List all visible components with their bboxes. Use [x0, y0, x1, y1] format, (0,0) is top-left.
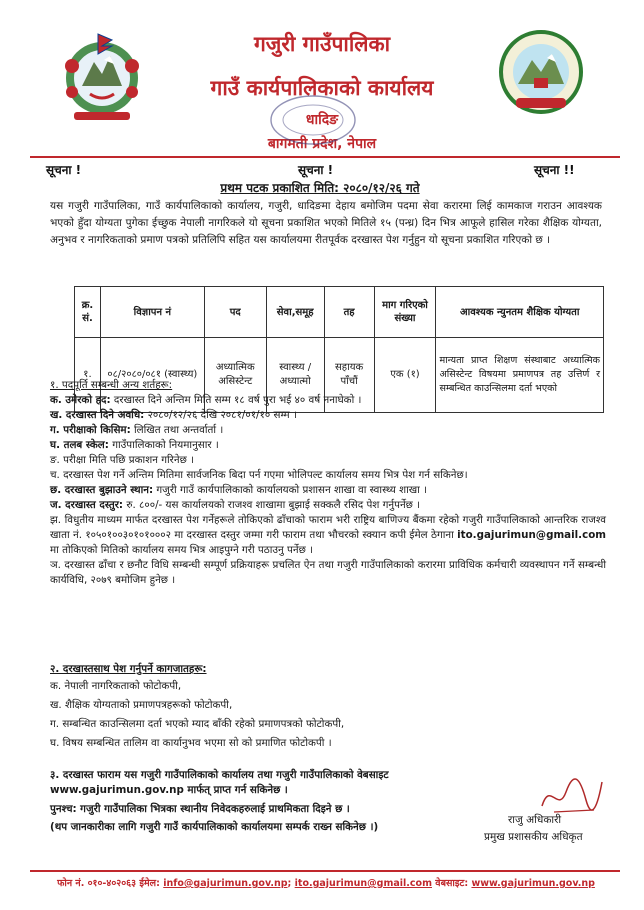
office-title: गाउँ कार्यपालिकाको कार्यालय: [210, 76, 434, 100]
municipality-title: गजुरी गाउँपालिका: [253, 32, 391, 56]
table-header-row: [75, 287, 604, 338]
footer-website[interactable]: www.gajurimun.gov.np: [471, 878, 595, 889]
conditions-heading: १. पदपूर्ति सम्बन्धी अन्य शर्तहरू:: [50, 379, 173, 391]
conditions-section: [50, 378, 606, 588]
col-header-ad-no: विज्ञापन नं: [100, 287, 204, 338]
condition-item: ख. दरखास्त दिने अवधि: २०८०/१२/२६ देखि २०८१/०१/१० सम्म ।: [50, 409, 297, 421]
postscript-note: पुनश्च: गजुरी गाउँपालिका भित्रका स्थानीय निवेदकहरुलाई प्राथमिकता दिइने छ ।: [50, 803, 350, 815]
header-divider: [30, 156, 620, 158]
nepal-emblem-icon: [60, 26, 144, 126]
cell-count: एक (१): [374, 338, 436, 413]
condition-item: च. दरखास्त पेश गर्ने अन्तिम मितिमा सार्वजनिक बिदा पर्न गएमा भोलिपल्ट कार्यालय समय भित्र पेश गर्न सकिनेछ।: [50, 469, 468, 481]
col-header-sn: क्र. सं.: [75, 287, 101, 338]
website-link[interactable]: www.gajurimun.gov.np: [50, 784, 184, 796]
documents-heading: २. दरखास्तसाथ पेश गर्नुपर्ने कागजातहरू:: [50, 663, 207, 675]
cell-sn: १.: [75, 338, 101, 413]
col-header-count: माग गरिएको संख्या: [374, 287, 436, 338]
col-header-level: तह: [324, 287, 374, 338]
notice-label-center: सूचना !: [298, 163, 334, 177]
signatory-name: राजु अधिकारी: [508, 814, 562, 826]
condition-item: क. उमेरको हद: दरखास्त दिने अन्तिम मिति सम्म १८ वर्ष पुरा भई ४० वर्ष ननाघेको ।: [50, 394, 362, 406]
document-item: ग. सम्बन्धित काउन्सिलमा दर्ता भएको म्याद बाँकी रहेको प्रमाणपत्रको फोटोकपी,: [50, 718, 345, 730]
published-date: प्रथम पटक प्रकाशित मिति: २०८०/१२/२६ गते: [220, 181, 420, 195]
footer-email-info[interactable]: info@gajurimun.gov.np: [163, 878, 288, 889]
footer-divider: [30, 870, 620, 872]
district-name: धादिङ: [305, 112, 339, 128]
footer-contact: फोन नं. ०१०-४०२०६३ ईमेल: info@gajurimun.gov.np; ito.gajurimun@gmail.com वेबसाइट: www.gajurimun.gov.np: [57, 878, 595, 889]
signatory-title: प्रमुख प्रशासकीय अधिकृत: [484, 831, 583, 843]
documents-section: [50, 662, 606, 753]
col-header-post: पद: [204, 287, 266, 338]
notice-label-left: सूचना !: [46, 163, 82, 177]
municipality-logo-icon: [498, 26, 584, 118]
intro-paragraph: यस गजुरी गाउँपालिका, गाउँ कार्यपालिकाको कार्यालय, गजुरी, धादिङमा देहाय बमोजिम पदमा सेवा करारमा लिई कामकाज गराउन आवश्यक भएको हुँदा योग्यता पुगेका ईच्छुक नेपाली नागरिकले यो सूचना प्रकाशित भएको मितिले १५ (पन्ध्र) दिन भित्र आफूले हासिल गरेका शैक्षिक योग्यता, अनुभव र नागरिकताको प्रमाण पत्रको प्रतिलिपि सहित यस कार्यालयमा रीतपूर्वक दरखास्त पेश गर्नुहुन यो सूचना प्रकाशित गरिएको छ ।: [50, 200, 602, 246]
document-item: क. नेपाली नागरिकताको फोटोकपी,: [50, 680, 182, 692]
condition-item: छ. दरखास्त बुझाउने स्थान: गजुरी गाउँ कार्यपालिकाको कार्यालयको प्रशासन शाखा वा स्वास्थ्य शाखा ।: [50, 484, 428, 496]
province-name: बागमती प्रदेश, नेपाल: [267, 136, 377, 152]
point-three: ३. दरखास्त फाराम यस गजुरी गाउँपालिकाको कार्यालय तथा गजुरी गाउँपालिकाको वेबसाइट www.gajurimun.gov.np मार्फत् प्राप्त गर्न सकिनेछ ।: [50, 769, 389, 796]
email-link[interactable]: ito.gajurimun@gmail.com: [457, 529, 606, 541]
cell-qualification: मान्यता प्राप्त शिक्षण संस्थाबाट अध्यात्मिक असिस्टेन्ट विषयमा प्रमाणपत्र तह उत्तिर्ण र सम्बन्धित काउन्सिलमा दर्ता भएको: [436, 338, 604, 413]
col-header-qualification: आवश्यक न्युनतम शैक्षिक योग्यता: [436, 287, 604, 338]
cell-post: अध्यात्मिक असिस्टेन्ट: [204, 338, 266, 413]
condition-item: ज. दरखास्त दस्तुर: रु. ८००/- यस कार्यालयको राजश्व शाखामा बुझाई सक्कलै रसिद पेश गर्नुपर्नेछ ।: [50, 499, 421, 511]
condition-item-nya: ञ. दरखास्त ढाँचा र छनौट विधि सम्बन्धी सम्पूर्ण प्रक्रियाहरू प्रचलित ऐन तथा गजुरी गाउँपालिकाको करारमा प्राविधिक कर्मचारी व्यवस्थापन गर्ने सम्बन्धी कार्यविधि, २०७९ बमोजिम हुनेछ ।: [50, 559, 606, 586]
notice-label-right: सूचना !!: [534, 163, 575, 177]
col-header-service: सेवा,समूह: [266, 287, 324, 338]
document-item: ख. शैक्षिक योग्यताको प्रमाणपत्रहरूको फोटोकपी,: [50, 699, 233, 711]
office-stamp-icon: [258, 92, 368, 148]
cell-service: स्वास्थ्य / अध्यात्मो: [266, 338, 324, 413]
condition-item: ङ. परीक्षा मिति पछि प्रकाशन गरिनेछ ।: [50, 454, 195, 466]
cell-level: सहायक पाँचौं: [324, 338, 374, 413]
footer-email-ito[interactable]: ito.gajurimun@gmail.com: [294, 878, 432, 889]
condition-item: घ. तलब स्केल: गाउँपालिकाको नियमानुसार ।: [50, 439, 219, 451]
condition-item: ग. परीक्षाको किसिम: लिखित तथा अन्तर्वार्ता ।: [50, 424, 224, 436]
condition-item-jha: झ. विधुतीय माध्यम मार्फत दरखास्त पेश गर्नेहरूले तोकिएको ढाँचाको फाराम भरी राष्ट्रिय बाणिज्य बैंकमा रहेको गजुरी गाउँपालिकाको आन्तरिक राजश्व खाता नं. १०५०१००३०१०१०००२ मा दरखास्त दस्तुर जम्मा गरी फाराम तथा भौचरको स्क्यान कपी ईमेल ठेगाना ito.gajurimun@gmail.com मा तोकिएको मितिको कार्यालय समय भित्र आइपुग्ने गरी पठाउनु पर्नेछ ।: [50, 514, 606, 556]
contact-note: (थप जानकारीका लागि गजुरी गाउँ कार्यपालिकाको कार्यालयमा सम्पर्क राख्न सकिनेछ ।): [50, 821, 379, 833]
cell-ad-no: ०८/२०८०/०८१ (स्वास्थ्य): [100, 338, 204, 413]
document-item: घ. विषय सम्बन्धित तालिम वा कार्यानुभव भएमा सो को प्रमाणित फोटोकपी ।: [50, 737, 332, 749]
